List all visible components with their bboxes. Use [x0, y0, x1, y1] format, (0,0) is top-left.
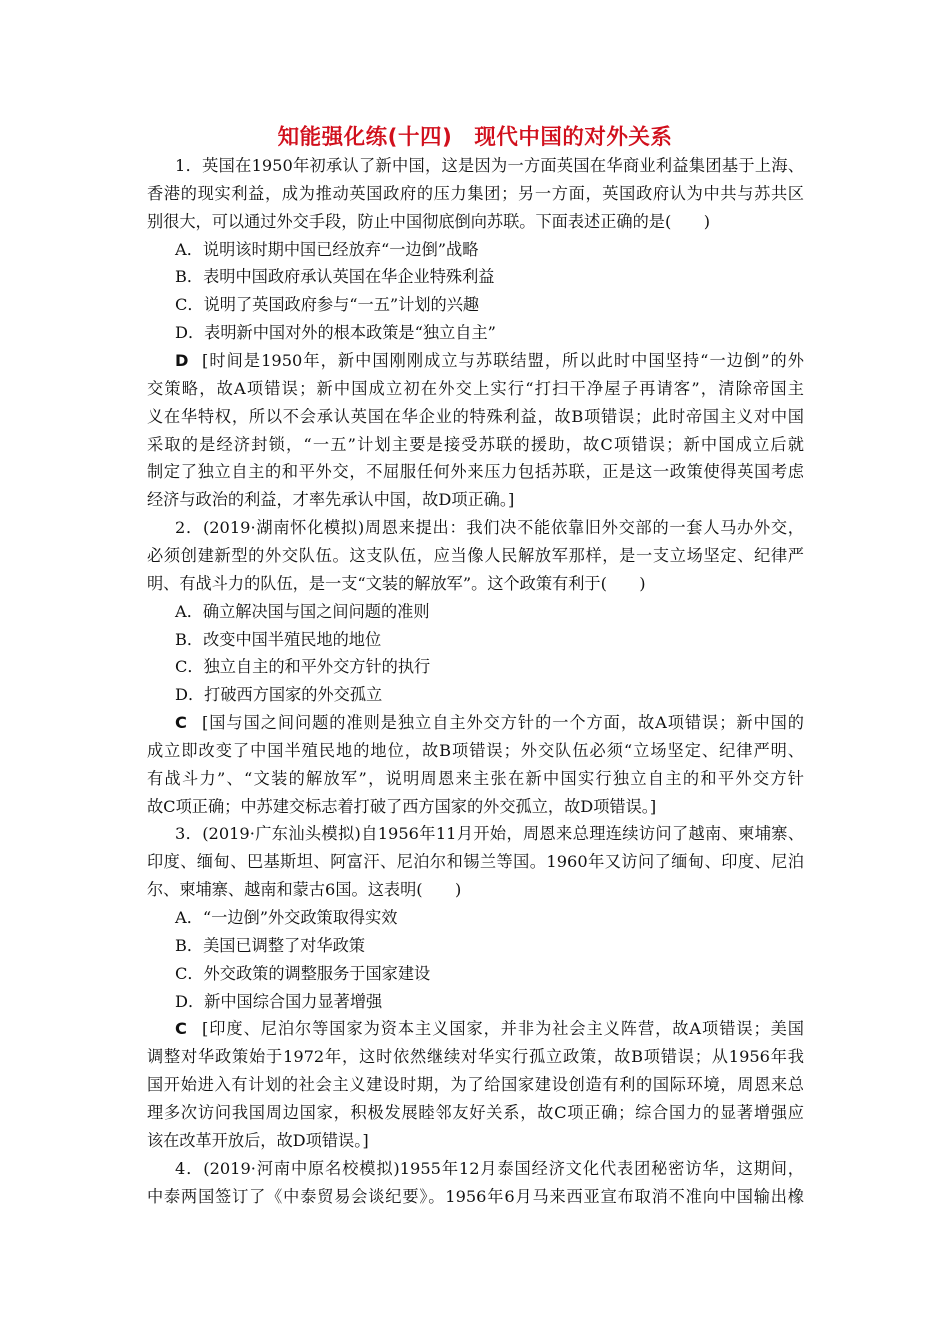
answer-option: A．确立解决国与国之间问题的准则 — [175, 601, 430, 621]
explanation-line: [国与国之间问题的准则是独立自主外交方针的一个方面，故A项错误；新中国的 — [202, 713, 804, 732]
answer-option: C．外交政策的调整服务于国家建设 — [175, 963, 431, 983]
explanation-line: 制定了独立自主的和平外交，不屈服任何外来压力包括苏联，正是这一政策使得英国考虑 — [147, 462, 804, 482]
explanation-line: 调整对华政策始于1972年，这时依然继续对华实行孤立政策，故B项错误；从1956年我 — [147, 1047, 804, 1067]
question-stem-line: 1．英国在1950年初承认了新中国，这是因为一方面英国在华商业利益集团基于上海、 — [175, 156, 804, 175]
answer-option: C．说明了英国政府参与“一五”计划的兴趣 — [175, 295, 480, 315]
question-stem-line: 中泰两国签订了《中泰贸易会谈纪要》。1956年6月马来西亚宣布取消不准向中国输出橡 — [147, 1186, 804, 1206]
answer-letter: C — [175, 1019, 187, 1039]
answer-option: A．“一边倒”外交政策取得实效 — [175, 908, 398, 927]
answer-letter: D — [175, 351, 189, 370]
question-stem-line: 明、有战斗力的队伍，是一支“文装的解放军”。这个政策有利于( ) — [147, 573, 646, 593]
answer-option: D．打破西方国家的外交孤立 — [175, 685, 383, 705]
answer-letter: C — [175, 713, 187, 732]
explanation-line: 经济与政治的利益，才率先承认中国，故D项正确。] — [147, 490, 515, 510]
explanation-line: 有战斗力”、“文装的解放军”，说明周恩来主张在新中国实行独立自主的和平外交方针 — [147, 768, 804, 788]
explanation-line: 该在改革开放后，故D项错误。] — [147, 1130, 369, 1150]
explanation-line: 成立即改变了中国半殖民地的地位，故B项错误；外交队伍必须“立场坚定、纪律严明、 — [147, 740, 804, 760]
answer-option: C．独立自主的和平外交方针的执行 — [175, 657, 431, 677]
explanation-line: 故C项正确；中苏建交标志着打破了西方国家的外交孤立，故D项错误。] — [147, 796, 657, 816]
answer-option: D．表明新中国对外的根本政策是“独立自主” — [175, 323, 496, 343]
explanation-line: 义在华特权，所以不会承认英国在华企业的特殊利益，故B项错误；此时帝国主义对中国 — [147, 406, 804, 426]
question-stem-line: 尔、柬埔寨、越南和蒙古6国。这表明( ) — [147, 880, 462, 900]
answer-option: B．改变中国半殖民地的地位 — [175, 629, 382, 649]
question-stem-line: 2．(2019·湖南怀化模拟)周恩来提出：我们决不能依靠旧外交部的一套人马办外交， — [175, 518, 804, 538]
question-stem-line: 香港的现实利益，成为推动英国政府的压力集团；另一方面，英国政府认为中共与苏共区 — [147, 183, 804, 203]
question-stem-line: 4．(2019·河南中原名校模拟)1955年12月泰国经济文化代表团秘密访华，这期间， — [175, 1158, 804, 1178]
explanation-line: [时间是1950年，新中国刚刚成立与苏联结盟，所以此时中国坚持“一边倒”的外 — [202, 351, 804, 370]
explanation-line: 采取的是经济封锁，“一五”计划主要是接受苏联的援助，故C项错误；新中国成立后就 — [147, 434, 804, 454]
answer-option: A．说明该时期中国已经放弃“一边倒”战略 — [175, 239, 479, 259]
explanation-line: 国开始进入有计划的社会主义建设时期，为了给国家建设创造有利的国际环境，周恩来总 — [147, 1075, 804, 1095]
answer-option: B．表明中国政府承认英国在华企业特殊利益 — [175, 267, 495, 287]
question-stem-line: 必须创建新型的外交队伍。这支队伍，应当像人民解放军那样，是一支立场坚定、纪律严 — [147, 545, 804, 565]
answer-option: B．美国已调整了对华政策 — [175, 935, 365, 955]
page-title: 知能强化练(十四) 现代中国的对外关系 — [277, 125, 673, 150]
explanation-line: [印度、尼泊尔等国家为资本主义国家，并非为社会主义阵营，故A项错误；美国 — [202, 1019, 804, 1039]
question-stem-line: 3．(2019·广东汕头模拟)自1956年11月开始，周恩来总理连续访问了越南、柬埔寨、 — [175, 824, 804, 844]
question-stem-line: 印度、缅甸、巴基斯坦、阿富汗、尼泊尔和锡兰等国。1960年又访问了缅甸、印度、尼泊 — [147, 852, 804, 872]
explanation-line: 理多次访问我国周边国家，积极发展睦邻友好关系，故C项正确；综合国力的显著增强应 — [147, 1102, 804, 1122]
explanation-line: 交策略，故A项错误；新中国成立初在外交上实行“打扫干净屋子再请客”，清除帝国主 — [147, 378, 804, 398]
question-stem-line: 别很大，可以通过外交手段，防止中国彻底倒向苏联。下面表述正确的是( ) — [147, 211, 711, 231]
answer-option: D．新中国综合国力显著增强 — [175, 991, 383, 1011]
